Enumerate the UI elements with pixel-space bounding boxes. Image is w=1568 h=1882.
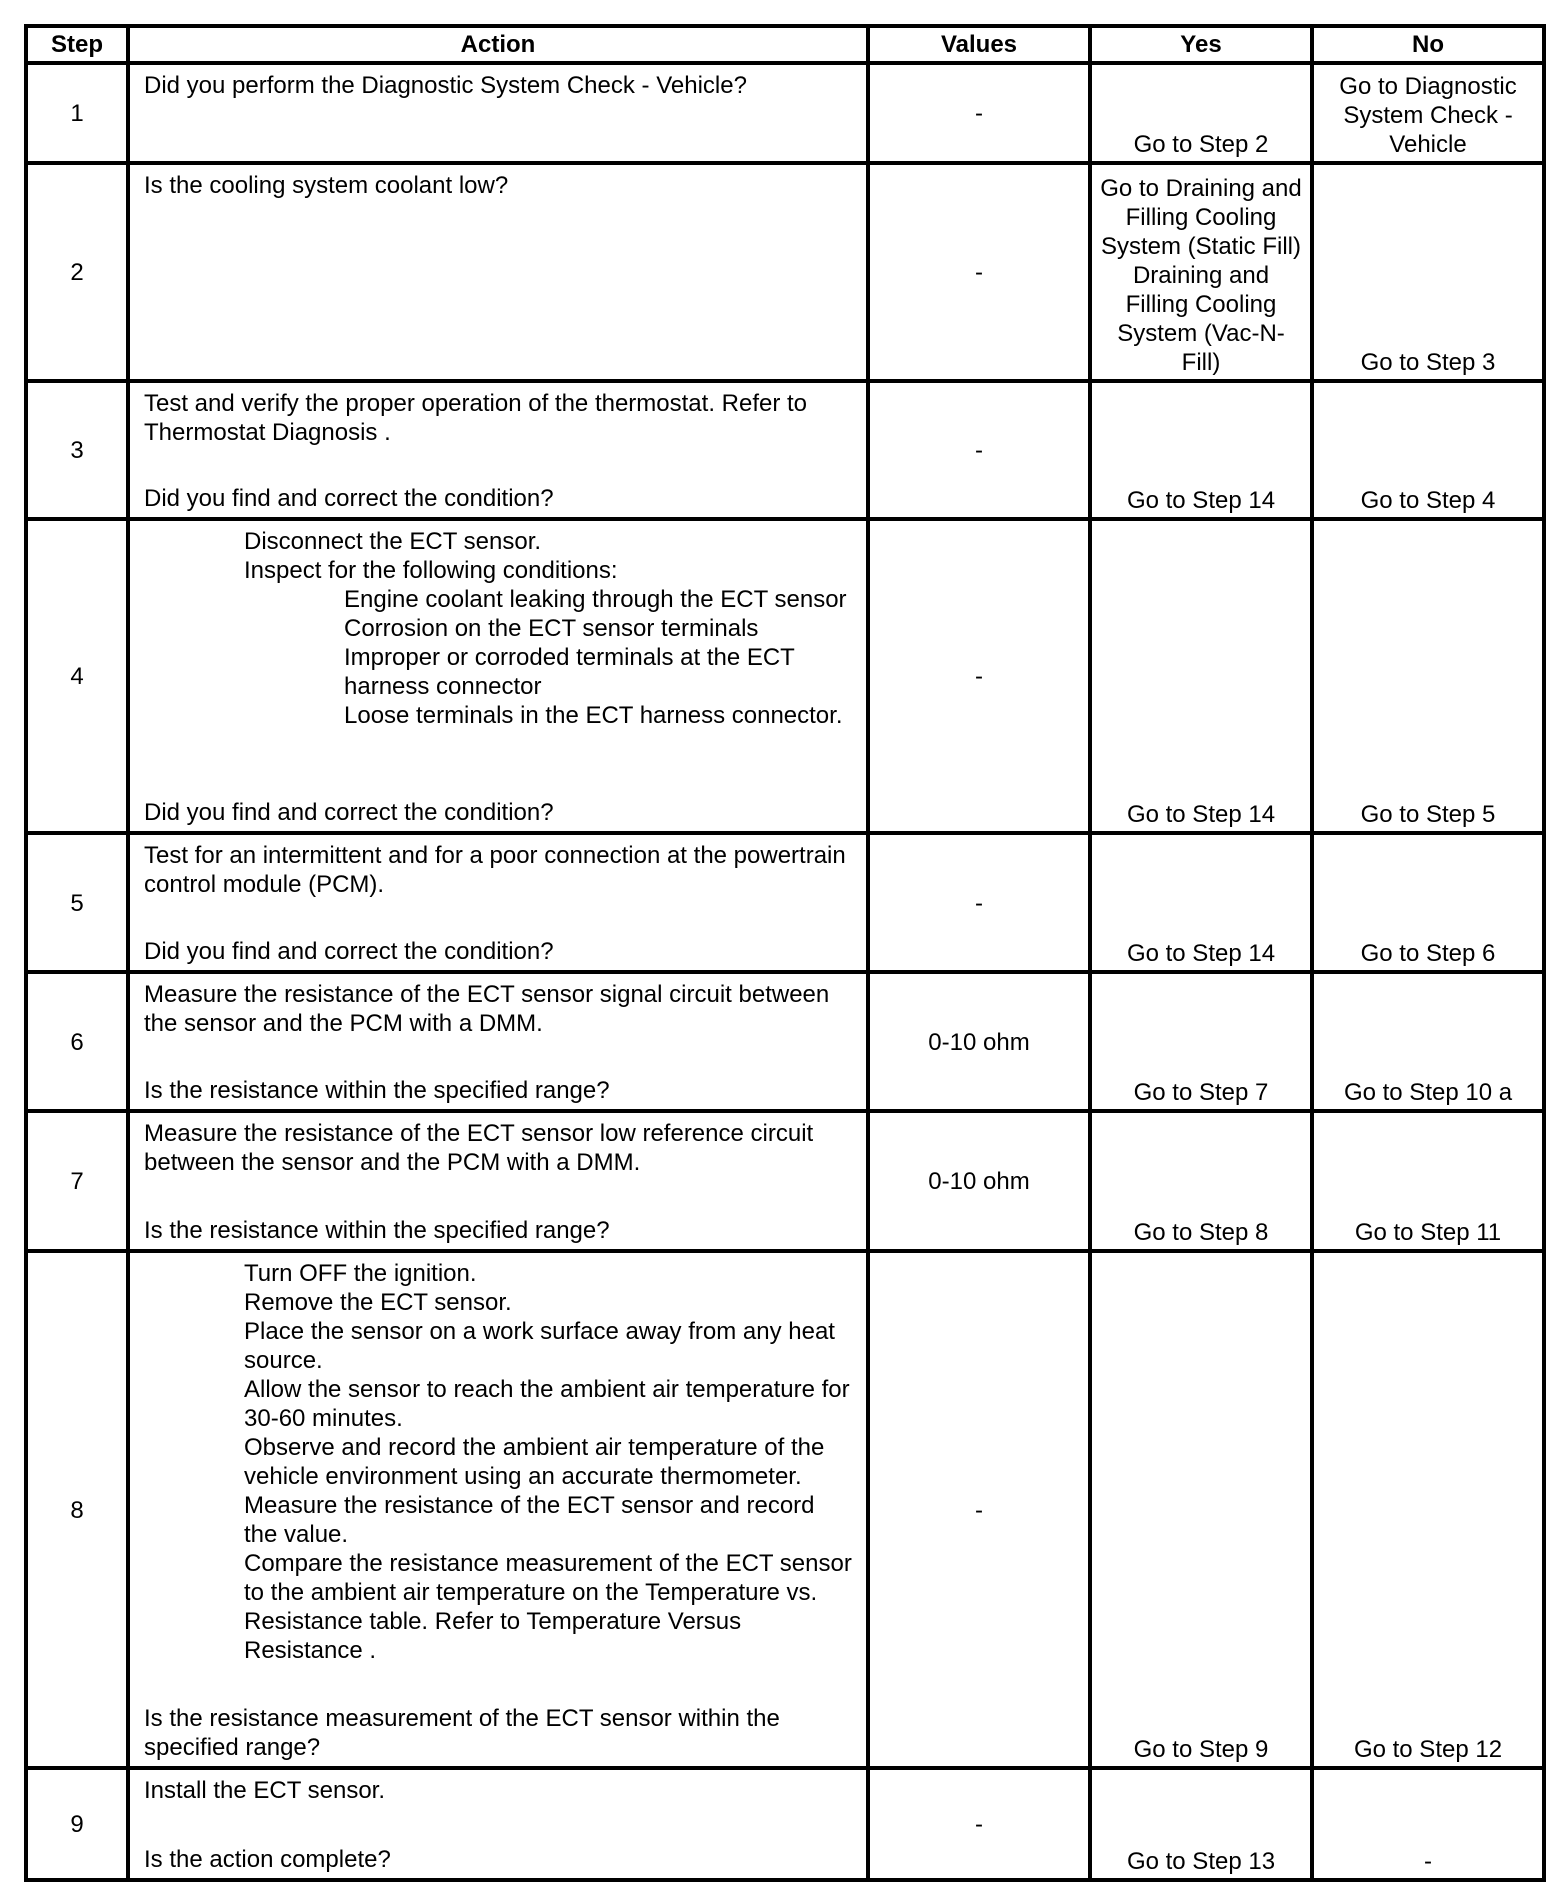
header-action: Action — [128, 26, 868, 63]
action-cell — [128, 1251, 868, 1769]
values-cell: - — [868, 833, 1090, 973]
step-number: 5 — [26, 833, 128, 973]
action-text: Install the ECT sensor. — [144, 1777, 386, 1805]
diagnostic-table — [24, 24, 1546, 1882]
table-row — [26, 1768, 1544, 1880]
yes-cell: Go to Step 13 — [1090, 1768, 1312, 1880]
step-number: 7 — [26, 1111, 128, 1251]
table-row — [26, 972, 1544, 1111]
yes-cell: Go to Step 2 — [1090, 63, 1312, 163]
yes-cell: Go to Step 7 — [1090, 972, 1312, 1111]
table-row — [26, 833, 1544, 973]
header-values: Values — [868, 26, 1090, 63]
header-no: No — [1312, 26, 1544, 63]
procedure-step: Observe and record the ambient air temperature of the vehicle environment using an accurate thermometer. — [244, 1433, 825, 1490]
table-row — [26, 1111, 1544, 1251]
action-text: Did you perform the Diagnostic System Check - Vehicle? — [144, 72, 747, 99]
action-question: Did you find and correct the condition? — [144, 938, 554, 966]
action-cell — [128, 833, 868, 973]
step-number: 1 — [26, 63, 128, 163]
action-text: Measure the resistance of the ECT sensor low reference circuit between the sensor and the PCM with a DMM. — [144, 1120, 814, 1177]
action-cell — [128, 1768, 868, 1880]
action-cell — [128, 519, 868, 833]
step-number: 4 — [26, 519, 128, 833]
values-cell: - — [868, 163, 1090, 380]
yes-cell: Go to Draining and Filling Cooling System (Static Fill) Draining and Filling Cooling System (Vac-N-Fill) — [1090, 163, 1312, 380]
yes-cell: Go to Step 14 — [1090, 519, 1312, 833]
yes-cell: Go to Step 14 — [1090, 833, 1312, 973]
step-number: 3 — [26, 381, 128, 520]
action-question: Is the resistance measurement of the ECT sensor within the specified range? — [144, 1705, 780, 1762]
step-number: 9 — [26, 1768, 128, 1880]
action-text: Test for an intermittent and for a poor connection at the powertrain control module (PCM). — [144, 841, 846, 898]
values-cell: - — [868, 519, 1090, 833]
procedure-substep: Corrosion on the ECT sensor terminals — [344, 615, 759, 643]
procedure-step: Remove the ECT sensor. — [244, 1288, 512, 1316]
no-cell: Go to Step 10 a — [1312, 972, 1544, 1111]
values-cell: - — [868, 381, 1090, 520]
action-text: Test and verify the proper operation of the thermostat. Refer to Thermostat Diagnosis . — [144, 389, 808, 446]
procedure-step: Compare the resistance measurement of the ECT sensor to the ambient air temperature on the Temperature vs. Resistance table. Refer to Temperature Versus Resistance . — [244, 1549, 852, 1664]
header-yes: Yes — [1090, 26, 1312, 63]
yes-cell: Go to Step 9 — [1090, 1251, 1312, 1769]
action-question: Did you find and correct the condition? — [144, 798, 554, 826]
yes-cell: Go to Step 14 — [1090, 381, 1312, 520]
procedure-step: Place the sensor on a work surface away from any heat source. — [244, 1317, 835, 1374]
procedure-step: Turn OFF the ignition. — [244, 1259, 477, 1287]
procedure-substep: Loose terminals in the ECT harness connector. — [344, 702, 843, 730]
action-cell — [128, 163, 868, 380]
no-cell: Go to Step 3 — [1312, 163, 1544, 380]
values-cell: 0-10 ohm — [868, 972, 1090, 1111]
no-cell: Go to Step 5 — [1312, 519, 1544, 833]
values-cell: - — [868, 1251, 1090, 1769]
header-step: Step — [26, 26, 128, 63]
action-cell — [128, 63, 868, 163]
table-row — [26, 381, 1544, 520]
table-row — [26, 1251, 1544, 1769]
action-cell — [128, 381, 868, 520]
action-question: Is the resistance within the specified range? — [144, 1216, 610, 1244]
procedure-substep: Improper or corroded terminals at the ECT harness connector — [344, 644, 795, 701]
no-cell: Go to Step 12 — [1312, 1251, 1544, 1769]
step-number: 2 — [26, 163, 128, 380]
no-cell: Go to Step 11 — [1312, 1111, 1544, 1251]
table-row — [26, 63, 1544, 163]
no-cell: Go to Diagnostic System Check - Vehicle — [1312, 63, 1544, 163]
no-cell: Go to Step 4 — [1312, 381, 1544, 520]
action-question: Is the action complete? — [144, 1846, 391, 1873]
no-cell: - — [1312, 1768, 1544, 1880]
table-row — [26, 519, 1544, 833]
no-cell: Go to Step 6 — [1312, 833, 1544, 973]
yes-cell: Go to Step 8 — [1090, 1111, 1312, 1251]
action-cell — [128, 1111, 868, 1251]
action-text: Is the cooling system coolant low? — [144, 172, 509, 200]
action-text: Measure the resistance of the ECT sensor signal circuit between the sensor and the PCM with a DMM. — [144, 981, 830, 1038]
step-number: 8 — [26, 1251, 128, 1769]
procedure-step: Inspect for the following conditions: — [244, 557, 618, 585]
procedure-substep: Engine coolant leaking through the ECT sensor — [344, 586, 847, 614]
table-row — [26, 163, 1544, 380]
action-question: Is the resistance within the specified range? — [144, 1077, 610, 1105]
values-cell: 0-10 ohm — [868, 1111, 1090, 1251]
values-cell: - — [868, 1768, 1090, 1880]
step-number: 6 — [26, 972, 128, 1111]
procedure-step: Disconnect the ECT sensor. — [244, 528, 542, 556]
header-row — [26, 26, 1544, 63]
action-question: Did you find and correct the condition? — [144, 485, 554, 513]
action-cell — [128, 972, 868, 1111]
procedure-step: Measure the resistance of the ECT sensor and record the value. — [244, 1491, 815, 1548]
procedure-step: Allow the sensor to reach the ambient air temperature for 30-60 minutes. — [244, 1375, 850, 1432]
values-cell: - — [868, 63, 1090, 163]
